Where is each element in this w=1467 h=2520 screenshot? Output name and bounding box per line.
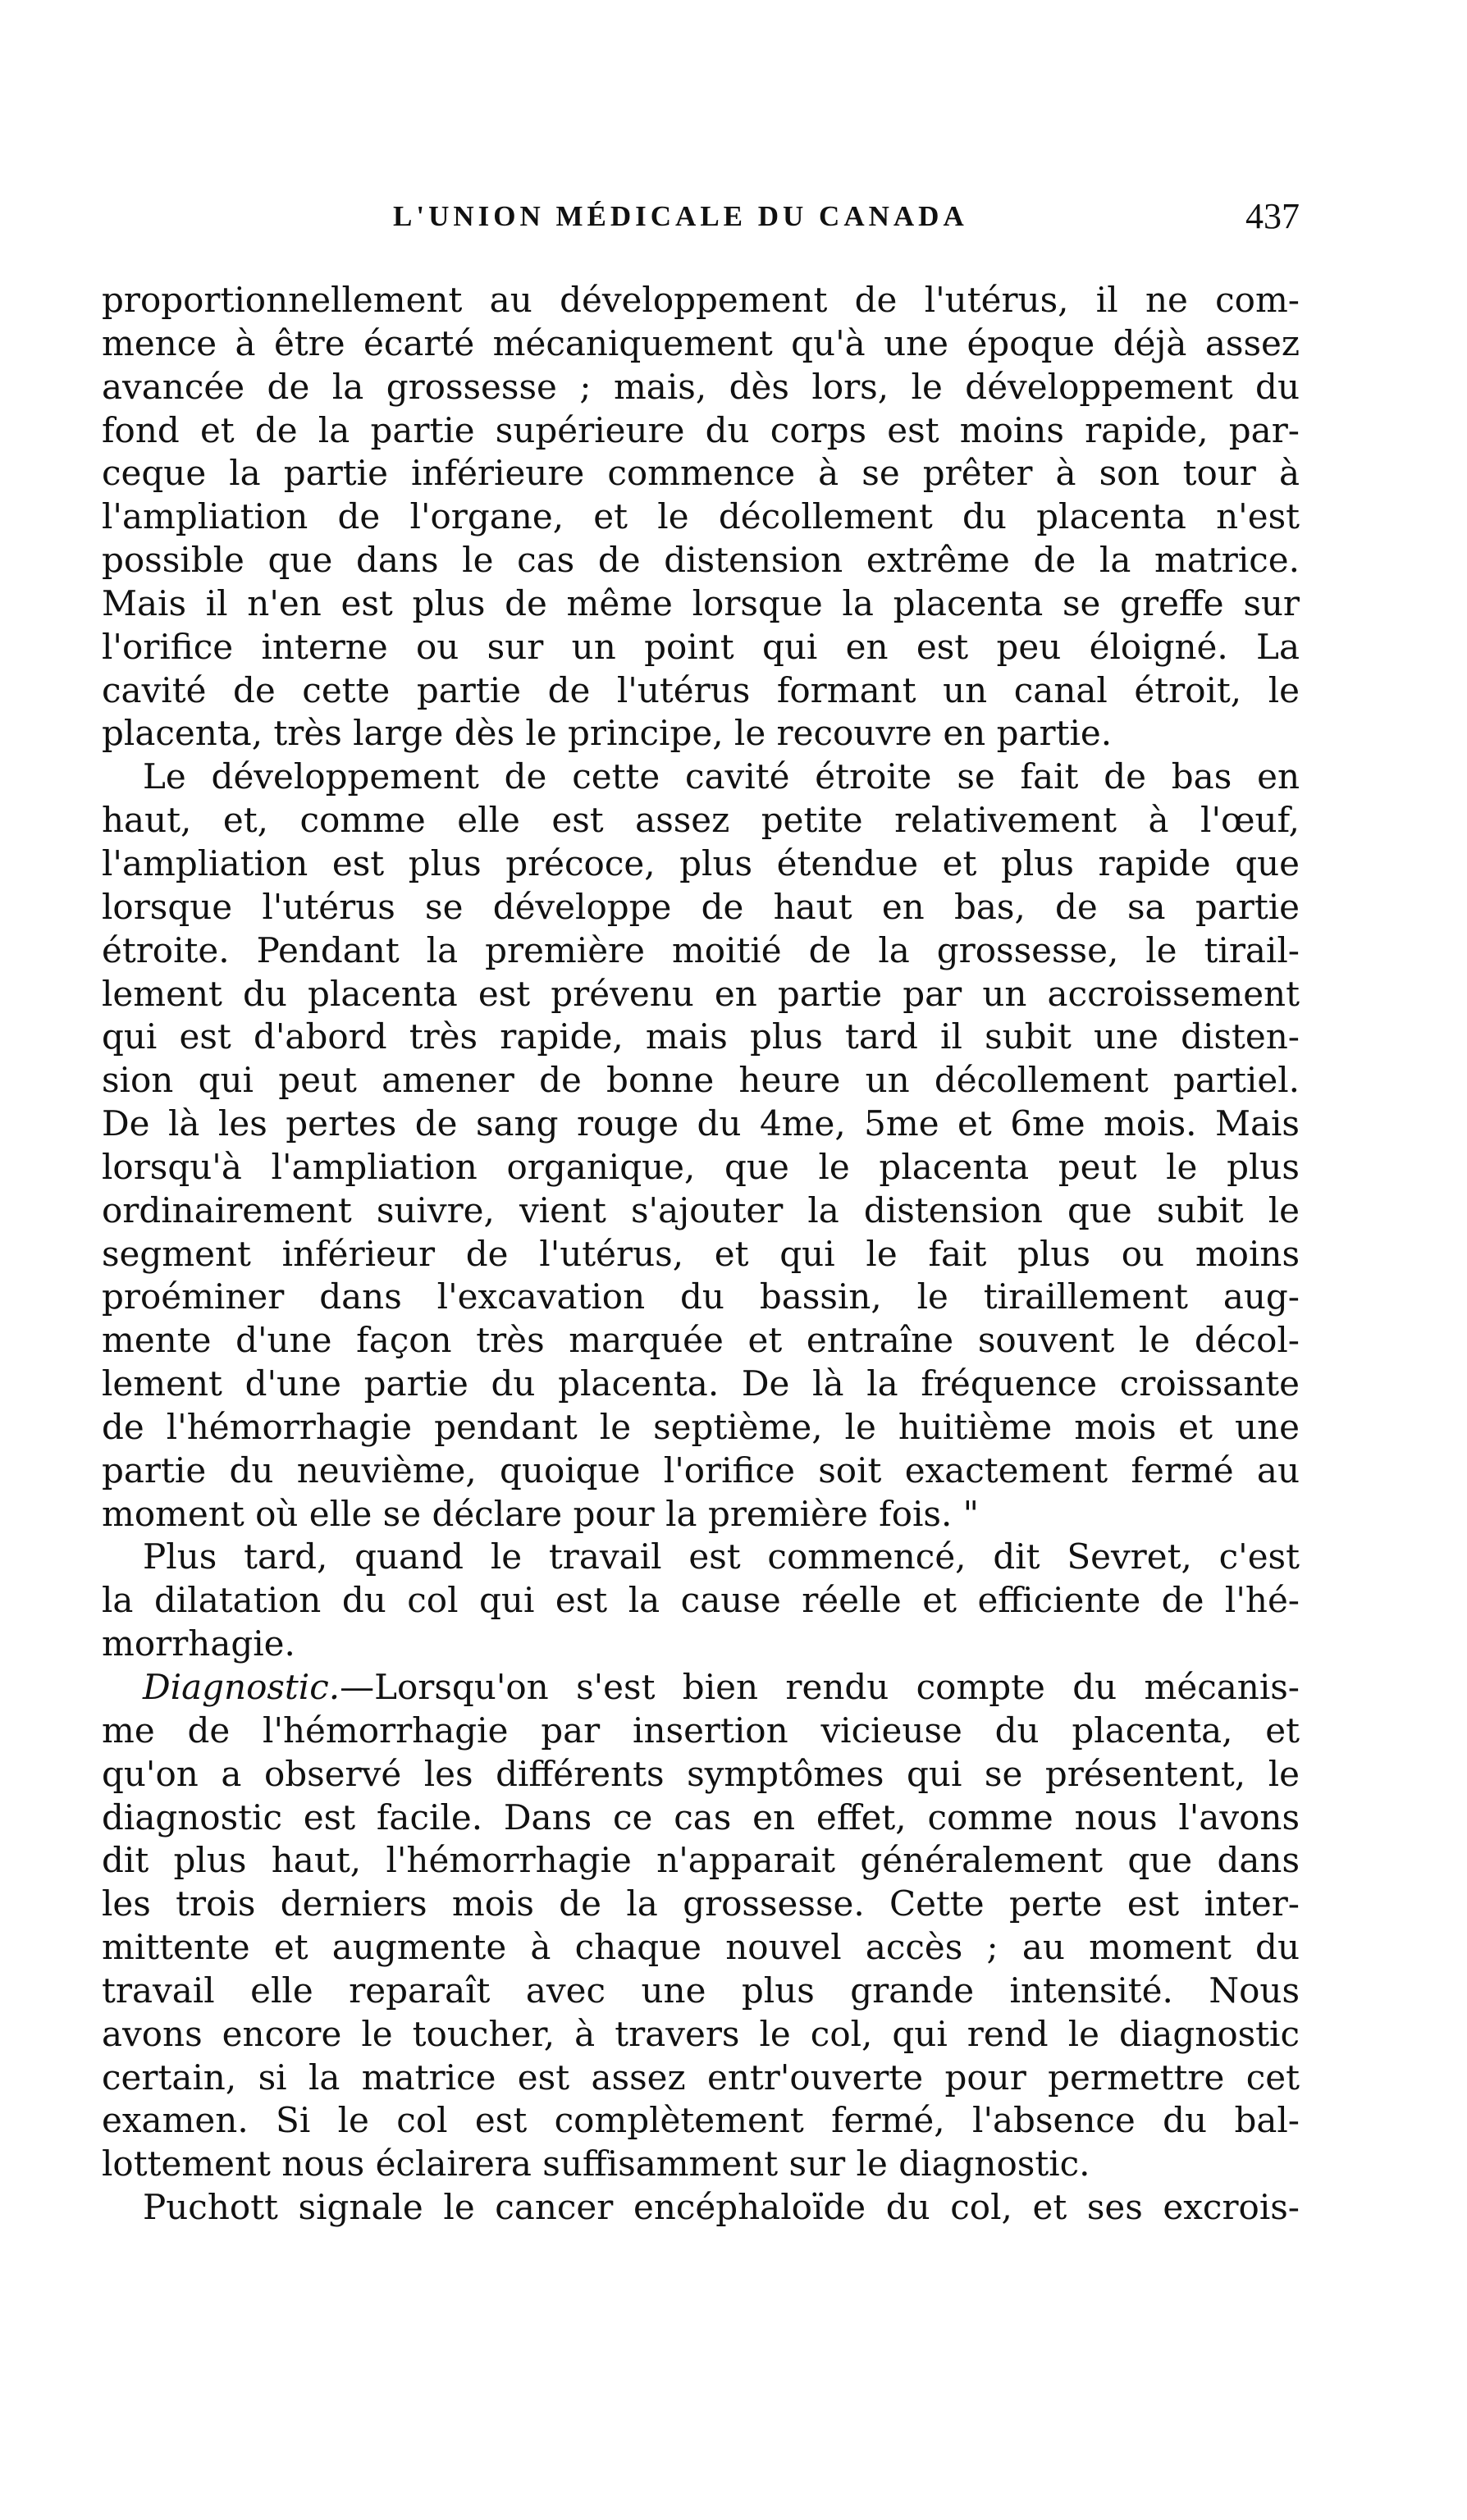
text-line: possible que dans le cas de distension extrême de la matrice.: [102, 540, 1300, 581]
text-line: diagnostic est facile. Dans ce cas en effet, comme nous l'avons: [102, 1796, 1300, 1838]
text-line: examen. Si le col est complètement fermé, l'absence du bal-: [102, 2100, 1300, 2141]
diagnostic-heading: Diagnostic.: [143, 1667, 340, 1707]
text-line: de l'hémorrhagie pendant le septième, le huitième mois et une: [102, 1406, 1300, 1447]
text-line: partie du neuvième, quoique l'orifice soit exactement fermé au: [102, 1449, 1300, 1491]
text-line: travail elle reparaît avec une plus grande intensité. Nous: [102, 1970, 1300, 2011]
text-line: lorsque l'utérus se développe de haut en bas, de sa partie: [102, 886, 1300, 927]
text-line: mence à être écarté mécaniquement qu'à une époque déjà assez: [102, 322, 1300, 363]
text-line: qu'on a observé les différents symptômes qui se présentent, le: [102, 1753, 1300, 1794]
text-line: fond et de la partie supérieure du corps est moins rapide, par-: [102, 409, 1300, 450]
running-header: [102, 196, 1300, 249]
body-text: [102, 279, 1300, 2230]
text-line: cavité de cette partie de l'utérus formant un canal étroit, le: [102, 669, 1300, 710]
text-line: morrhagie.: [102, 1623, 295, 1664]
page-number: 437: [1245, 196, 1300, 236]
text-line: segment inférieur de l'utérus, et qui le fait plus ou moins: [102, 1233, 1300, 1274]
text-line: certain, si la matrice est assez entr'ouverte pour permettre cet: [102, 2057, 1300, 2098]
text-line: proéminer dans l'excavation du bassin, le tiraillement aug-: [102, 1276, 1300, 1317]
text-line: dit plus haut, l'hémorrhagie n'apparait généralement que dans: [102, 1840, 1300, 1881]
text-line: la dilatation du col qui est la cause réelle et efficiente de l'hé-: [102, 1580, 1300, 1621]
text-line: lottement nous éclairera suffisamment sur le diagnostic.: [102, 2143, 1090, 2184]
text-line: ceque la partie inférieure commence à se prêter à son tour à: [102, 453, 1300, 494]
text-line: mente d'une façon très marquée et entraîne souvent le décol-: [102, 1320, 1300, 1361]
paragraph-start: Plus tard, quand le travail est commencé, dit Sevret, c'est: [143, 1536, 1300, 1577]
text-line: De là les pertes de sang rouge du 4me, 5me et 6me mois. Mais: [102, 1103, 1300, 1144]
text-line: qui est d'abord très rapide, mais plus tard il subit une disten-: [102, 1016, 1300, 1057]
text-line: les trois derniers mois de la grossesse. Cette perte est inter-: [102, 1883, 1300, 1924]
paragraph-start: Le développement de cette cavité étroite se fait de bas en: [143, 756, 1300, 797]
text-line: placenta, très large dès le principe, le recouvre en partie.: [102, 713, 1113, 754]
text-line: l'orifice interne ou sur un point qui en est peu éloigné. La: [102, 626, 1300, 667]
text-line: mittente et augmente à chaque nouvel accès ; au moment du: [102, 1927, 1300, 1968]
diagnostic-paragraph-start: [102, 1666, 1300, 1710]
text-line: Mais il n'en est plus de même lorsque la placenta se greffe sur: [102, 582, 1300, 623]
text-line: lement du placenta est prévenu en partie par un accroissement: [102, 973, 1300, 1014]
text-line: l'ampliation de l'organe, et le décollement du placenta n'est: [102, 496, 1300, 537]
text-line: proportionnellement au développement de l'utérus, il ne com-: [102, 280, 1300, 320]
text-line: l'ampliation est plus précoce, plus étendue et plus rapide que: [102, 842, 1300, 883]
text-line: ordinairement suivre, vient s'ajouter la distension que subit le: [102, 1189, 1300, 1230]
text-line: lorsqu'à l'ampliation organique, que le placenta peut le plus: [102, 1146, 1300, 1187]
text-line: sion qui peut amener de bonne heure un décollement partiel.: [102, 1060, 1300, 1101]
journal-title: L'UNION MÉDICALE DU CANADA: [393, 200, 968, 232]
text-line: moment où elle se déclare pour la première fois. ": [102, 1493, 979, 1534]
text-line: haut, et, comme elle est assez petite relativement à l'œuf,: [102, 800, 1300, 841]
text-line: étroite. Pendant la première moitié de la grossesse, le tirail-: [102, 929, 1300, 970]
text-line: —Lorsqu'on s'est bien rendu compte du mécanis-: [340, 1667, 1300, 1707]
text-line: lement d'une partie du placenta. De là la fréquence croissante: [102, 1363, 1300, 1404]
text-line: avancée de la grossesse ; mais, dès lors, le développement du: [102, 366, 1300, 407]
text-line: avons encore le toucher, à travers le col, qui rend le diagnostic: [102, 2013, 1300, 2054]
text-line: me de l'hémorrhagie par insertion vicieuse du placenta, et: [102, 1710, 1300, 1751]
paragraph-start: Puchott signale le cancer encéphaloïde du col, et ses excrois-: [143, 2187, 1300, 2228]
